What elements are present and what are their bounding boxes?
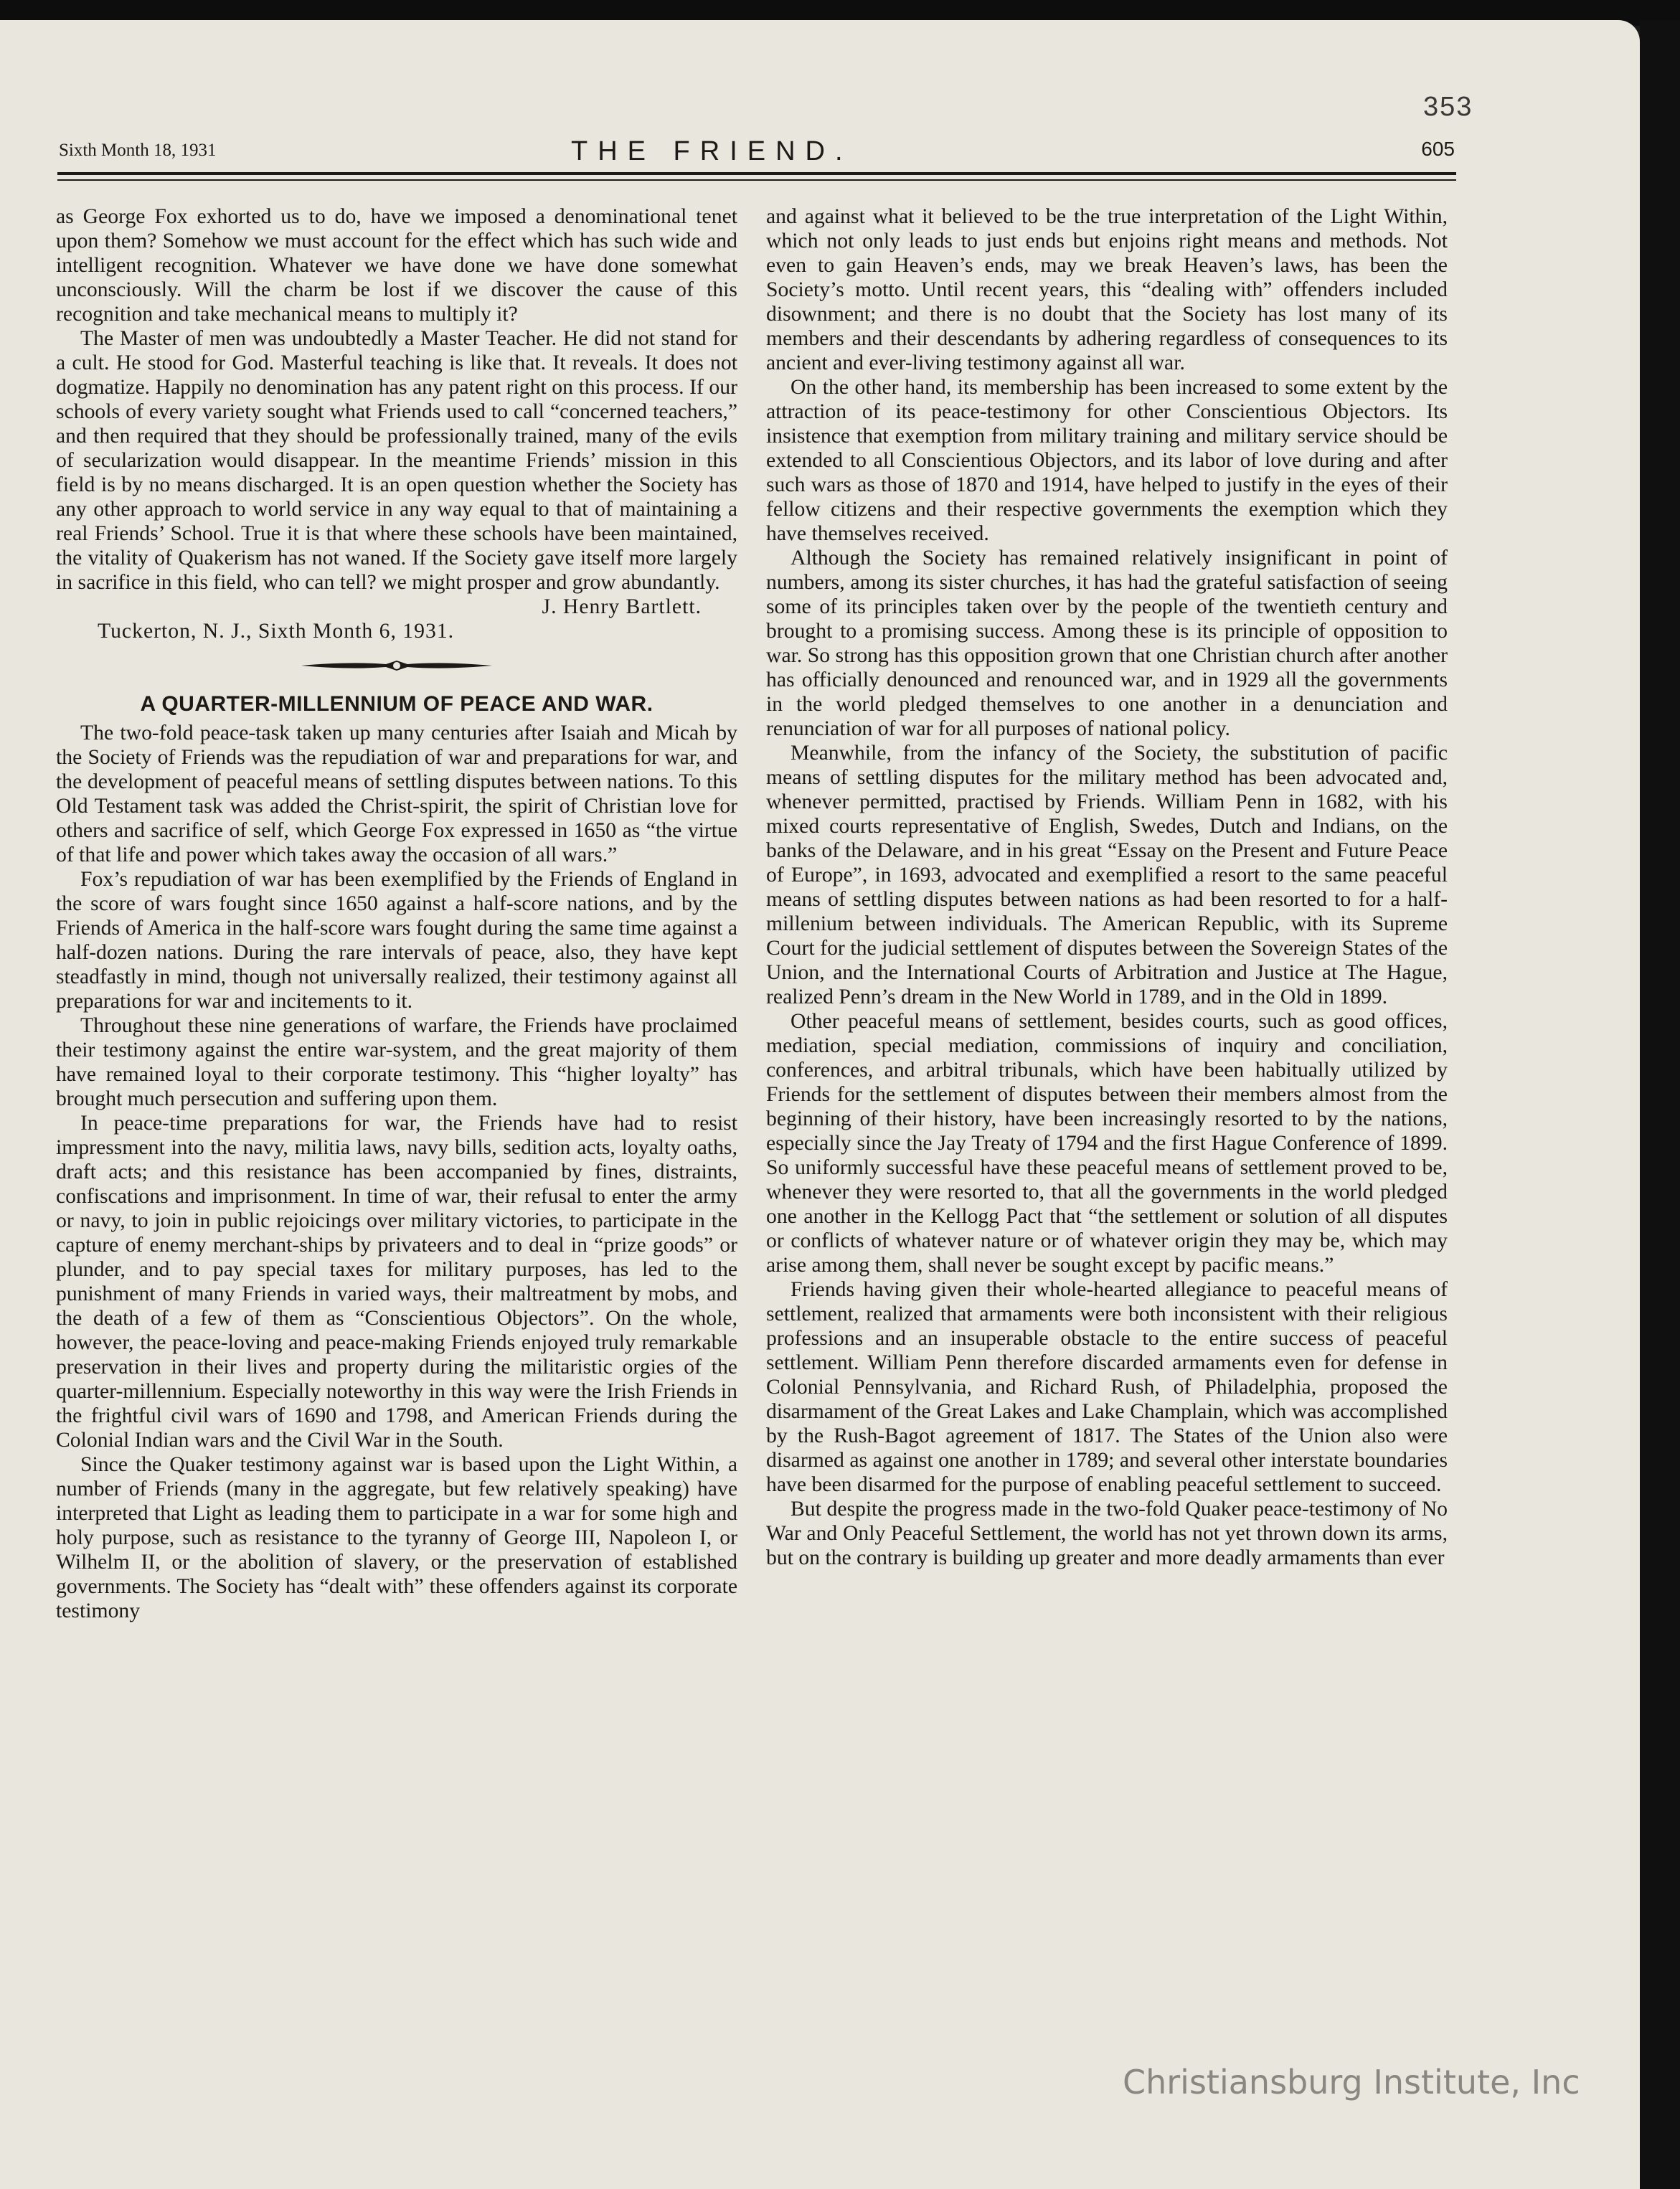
journal-title: THE FRIEND.	[571, 136, 853, 166]
author-signature: J. Henry Bartlett.	[542, 595, 702, 618]
header-rule-thin	[57, 179, 1456, 181]
left-column	[56, 204, 737, 1623]
article-paragraph: and against what it believed to be the true interpretation of the Light Within, which not only leads to just ends but enjoins right means and methods. Not even to gain Heaven’s ends, may we break Heaven’s laws, has been the Society’s motto. Until recent years, this “dealing with” offenders included disownment; and there is no doubt that the Society has lost many of its members and their descendants by adhering regardless of consequences to its ancient and ever-living testimony against all war.	[766, 205, 1448, 374]
right-column	[766, 204, 1448, 1570]
article-paragraph: as George Fox exhorted us to do, have we imposed a denominational tenet upon them? Somehow we must account for the effect which has such wide and intelligent recognition. Whatever we have done we have done somewhat unconsciously. Will the charm be lost if we discover the cause of this recognition and take mechanical means to multiply it?	[56, 205, 737, 326]
article-paragraph: Although the Society has remained relatively insignificant in point of numbers, among its sister churches, it has had the grateful satisfaction of seeing some of its principles taken over by the people of the twentieth century and brought to a promising success. Among these is its principle of opposition to war. So strong has this opposition grown that one Christian church after another has officially denounced and renounced war, and in 1929 all the governments in the world pledged themselves to one another in a denunciation and renunciation of war for all purposes of national policy.	[766, 547, 1448, 740]
dateline: Tuckerton, N. J., Sixth Month 6, 1931.	[98, 620, 455, 643]
article-paragraph: Other peaceful means of settlement, besides courts, such as good offices, mediation, special mediation, commissions of inquiry and conciliation, conferences, and arbitral tribunals, which have been habitually utilized by Friends for the settlement of disputes between their members almost from the beginning of their history, have been increasingly resorted to by the nations, especially since the Jay Treaty of 1794 and the first Hague Conference of 1899. So uniformly successful have these peaceful means of settlement proved to be, whenever they were resorted to, that all the governments in the world pledged one another in the Kellogg Pact that “the settlement or solution of all disputes or conflicts of whatever nature or of whatever origin they may be, which may arise among them, shall never be sought except by pacific means.”	[766, 1010, 1448, 1277]
article-paragraph: Friends having given their whole-hearted allegiance to peaceful means of settlement, realized that armaments were both inconsistent with their religious professions and an insuperable obstacle to the entire success of peaceful settlement. William Penn therefore discarded armaments even for defense in Colonial Pennsylvania, and Richard Rush, of Philadelphia, proposed the disarmament of the Great Lakes and Lake Champlain, which was accomplished by the Rush-Bagot agreement of 1817. The States of the Union also were disarmed as against one another in 1789; and several other interstate boundaries have been disarmed for the purpose of enabling peaceful settlement to succeed.	[766, 1278, 1448, 1496]
article-paragraph: The two-fold peace-task taken up many centuries after Isaiah and Micah by the Society of Friends was the repudiation of war and preparations for war, and the development of peaceful means of settling disputes between nations. To this Old Testament task was added the Christ-spirit, the spirit of Christian love for others and sacrifice of self, which George Fox expressed in 1650 as “the virtue of that life and power which takes away the occasion of all wars.”	[56, 722, 737, 866]
article-paragraph: Meanwhile, from the infancy of the Society, the substitution of pacific means of settling disputes for the military method has been advocated and, whenever permitted, practised by Friends. William Penn in 1682, with his mixed courts representative of English, Swedes, Dutch and Indians, on the banks of the Delaware, and in his great “Essay on the Present and Future Peace of Europe”, in 1693, advocated and exemplified a resort to the same peaceful means of settling disputes between nations as had been resorted to for a half-millenium between individuals. The American Republic, with its Supreme Court for the judicial settlement of disputes between the Sovereign States of the Union, and the International Courts of Arbitration and Justice at The Hague, realized Penn’s dream in the New World in 1789, and in the Old in 1899.	[766, 742, 1448, 1008]
archive-watermark: Christiansburg Institute, Inc	[1123, 2063, 1580, 2101]
article-paragraph: Throughout these nine generations of warfare, the Friends have proclaimed their testimony against the entire war-system, and the great majority of them have remained loyal to their corporate testimony. This “higher loyalty” has brought much persecution and suffering upon them.	[56, 1014, 737, 1110]
article-paragraph: The Master of men was undoubtedly a Master Teacher. He did not stand for a cult. He stood for God. Masterful teaching is like that. It reveals. It does not dogmatize. Happily no denomination has any patent right on this process. If our schools of every variety sought what Friends used to call “concerned teachers,” and then required that they should be professionally trained, many of the evils of secularization would disappear. In the meantime Friends’ mission in this field is by no means discharged. It is an open question whether the Society has any other approach to world service in any way equal to that of maintaining a real Friends’ School. True it is that where these schools have been maintained, the vitality of Quakerism has not waned. If the Society gave itself more largely in sacrifice in this field, who can tell? we might prosper and grow abundantly.	[56, 327, 737, 594]
running-header	[59, 135, 1455, 169]
header-rule-thick	[57, 172, 1456, 175]
handwritten-page-note: 353	[1423, 92, 1473, 122]
article-paragraph: Since the Quaker testimony against war is based upon the Light Within, a number of Friends (many in the aggregate, but few relatively speaking) have interpreted that Light as leading them to participate in a war for some high and holy purpose, such as resistance to the tyranny of George III, Napoleon I, or Wilhelm II, or the abolition of slavery, or the preservation of established governments. The Society has “dealt with” these offenders against its corporate testimony	[56, 1453, 737, 1622]
article-paragraph: In peace-time preparations for war, the Friends have had to resist impressment into the navy, militia laws, navy bills, sedition acts, loyalty oaths, draft acts; and this resistance has been accompanied by fines, distraints, confiscations and imprisonment. In time of war, their refusal to enter the army or navy, to join in public rejoicings over military victories, to participate in the capture of enemy merchant-ships by privateers and to deal in “prize goods” or plunder, and to pay special taxes for military purposes, has led to the punishment of many Friends in varied ways, their maltreatment by mobs, and the death of a few of them as “Conscientious Objectors”. On the whole, however, the peace-loving and peace-making Friends enjoyed truly remarkable preservation in their lives and property during the militaristic orgies of the quarter-millennium. Especially noteworthy in this way were the Irish Friends in the frightful civil wars of 1690 and 1798, and American Friends during the Colonial Indian wars and the Civil War in the South.	[56, 1112, 737, 1452]
issue-date: Sixth Month 18, 1931	[59, 141, 217, 160]
article-heading: A QUARTER-MILLENNIUM OF PEACE AND WAR.	[140, 692, 653, 716]
scan-right-border	[1640, 20, 1680, 2189]
article-paragraph: Fox’s repudiation of war has been exemplified by the Friends of England in the score of wars fought since 1650 against a half-score nations, and by the Friends of America in the half-score wars fought during the same time against a half-dozen nations. During the rare intervals of peace, also, they have kept steadfastly in mind, though not universally realized, their testimony against all preparations for war and incitements to it.	[56, 868, 737, 1013]
article-paragraph: On the other hand, its membership has been increased to some extent by the attraction of its peace-testimony for other Conscientious Objectors. Its insistence that exemption from military training and military service should be extended to all Conscientious Objectors, and its labor of love during and after such wars as those of 1870 and 1914, have helped to justify in the eyes of their fellow citizens and their respective governments the exemption which they have themselves received.	[766, 376, 1448, 545]
article-paragraph: But despite the progress made in the two-fold Quaker peace-testimony of No War and Only Peaceful Settlement, the world has not yet thrown down its arms, but on the contrary is building up greater and more deadly armaments than ever	[766, 1498, 1448, 1569]
section-divider-ornament	[300, 653, 494, 678]
page-number: 605	[1421, 138, 1455, 160]
